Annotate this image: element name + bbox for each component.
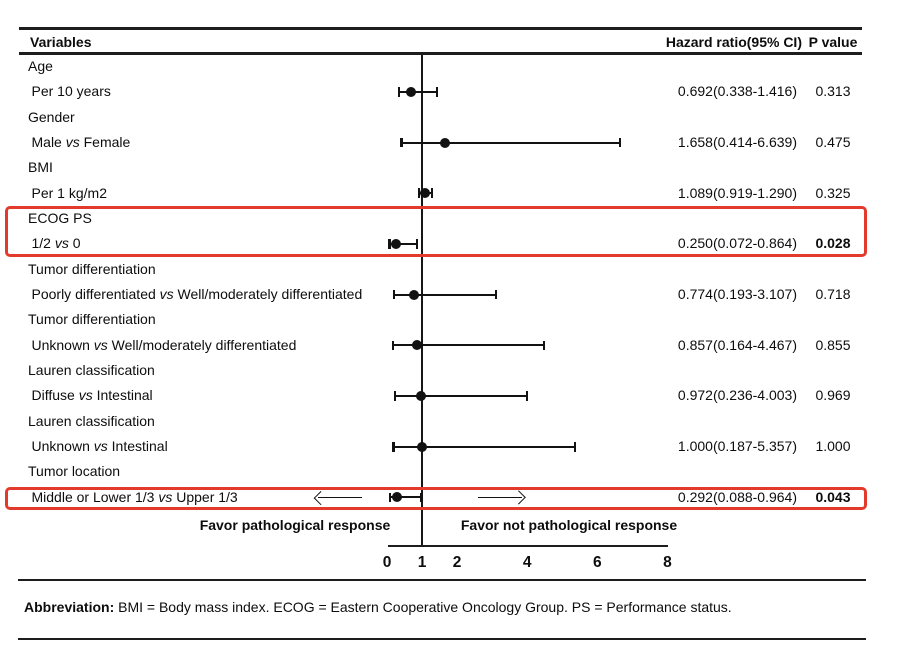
variable-item-label: Unknown vs Intestinal: [31, 438, 168, 455]
footer-top-rule: [18, 579, 866, 582]
p-value: 1.000: [815, 438, 851, 455]
hazard-ratio-ci-value: 0.692(0.338-1.416): [677, 83, 797, 100]
variable-group-label: Tumor differentiation: [28, 311, 156, 328]
p-value: 0.028: [815, 235, 851, 252]
vs-italic: vs: [93, 336, 108, 353]
abbreviation-label: Abbreviation:: [24, 599, 115, 615]
favor-right-label: Favor not pathological response: [460, 517, 678, 533]
highlight-box-2: [5, 487, 867, 510]
x-axis-tick-label: 1: [417, 554, 427, 571]
variable-group-label: Age: [28, 57, 53, 74]
hazard-ratio-ci-value: 1.000(0.187-5.357): [677, 438, 797, 455]
variable-item-label: 1/2 vs 0: [31, 235, 81, 252]
hazard-ratio-ci-value: 1.089(0.919-1.290): [677, 184, 797, 201]
highlight-box-1: [5, 206, 867, 258]
variable-item-label: Diffuse vs Intestinal: [31, 387, 153, 404]
variable-group-label: Lauren classification: [28, 412, 155, 429]
x-axis-tick-label: 4: [522, 554, 532, 571]
variable-group-label: ECOG PS: [28, 209, 92, 226]
column-header-variables: Variables: [30, 34, 92, 50]
variable-group-label: Tumor differentiation: [28, 260, 156, 277]
hazard-ratio-ci-value: 0.292(0.088-0.964): [677, 488, 797, 505]
p-value: 0.855: [815, 336, 851, 353]
variable-item-label: Middle or Lower 1/3 vs Upper 1/3: [31, 488, 238, 505]
p-value: 0.969: [815, 387, 851, 404]
hazard-ratio-ci-value: 0.857(0.164-4.467): [677, 336, 797, 353]
hazard-ratio-ci-value: 0.250(0.072-0.864): [677, 235, 797, 252]
p-value: 0.313: [815, 83, 851, 100]
variable-item-label: Poorly differentiated vs Well/moderately differentiated: [31, 285, 363, 302]
vs-italic: vs: [54, 235, 69, 252]
vs-italic: vs: [78, 387, 93, 404]
variable-group-label: Lauren classification: [28, 362, 155, 378]
x-axis-tick-label: 8: [663, 554, 672, 571]
hazard-ratio-ci-value: 0.774(0.193-3.107): [677, 285, 797, 302]
hazard-ratio-ci-value: 0.972(0.236-4.003): [677, 387, 797, 404]
variable-item-label: Per 10 years: [31, 83, 111, 100]
abbreviation-note: [24, 598, 732, 616]
abbreviation-text: BMI = Body mass index. ECOG = Eastern Cooperative Oncology Group. PS = Performance status.: [114, 599, 732, 615]
variable-item-label: Per 1 kg/m2: [31, 184, 107, 201]
hazard-ratio-ci-value: 1.658(0.414-6.639): [677, 133, 797, 150]
variable-group-label: Gender: [28, 108, 75, 125]
x-axis-tick-label: 6: [593, 554, 602, 571]
p-value: 0.325: [815, 184, 851, 201]
variable-group-label: BMI: [28, 159, 53, 176]
variable-item-label: Unknown vs Well/moderately differentiated: [31, 336, 297, 353]
x-axis-tick-label: 2: [452, 554, 462, 571]
vs-italic: vs: [93, 438, 108, 455]
figure-bottom-rule: [18, 638, 866, 641]
favor-left-label: Favor pathological response: [199, 517, 391, 533]
p-value: 0.718: [815, 285, 851, 302]
column-header-hazard-ratio: Hazard ratio(95% CI): [665, 34, 802, 50]
vs-italic: vs: [65, 133, 80, 150]
vs-italic: vs: [159, 285, 174, 302]
p-value: 0.475: [815, 133, 851, 150]
p-value: 0.043: [815, 488, 851, 505]
variable-item-label: Male vs Female: [31, 133, 131, 150]
variable-group-label: Tumor location: [28, 463, 121, 480]
x-axis-tick-label: 0: [382, 554, 392, 571]
vs-italic: vs: [158, 488, 173, 505]
column-header-p-value: P value: [808, 34, 858, 50]
